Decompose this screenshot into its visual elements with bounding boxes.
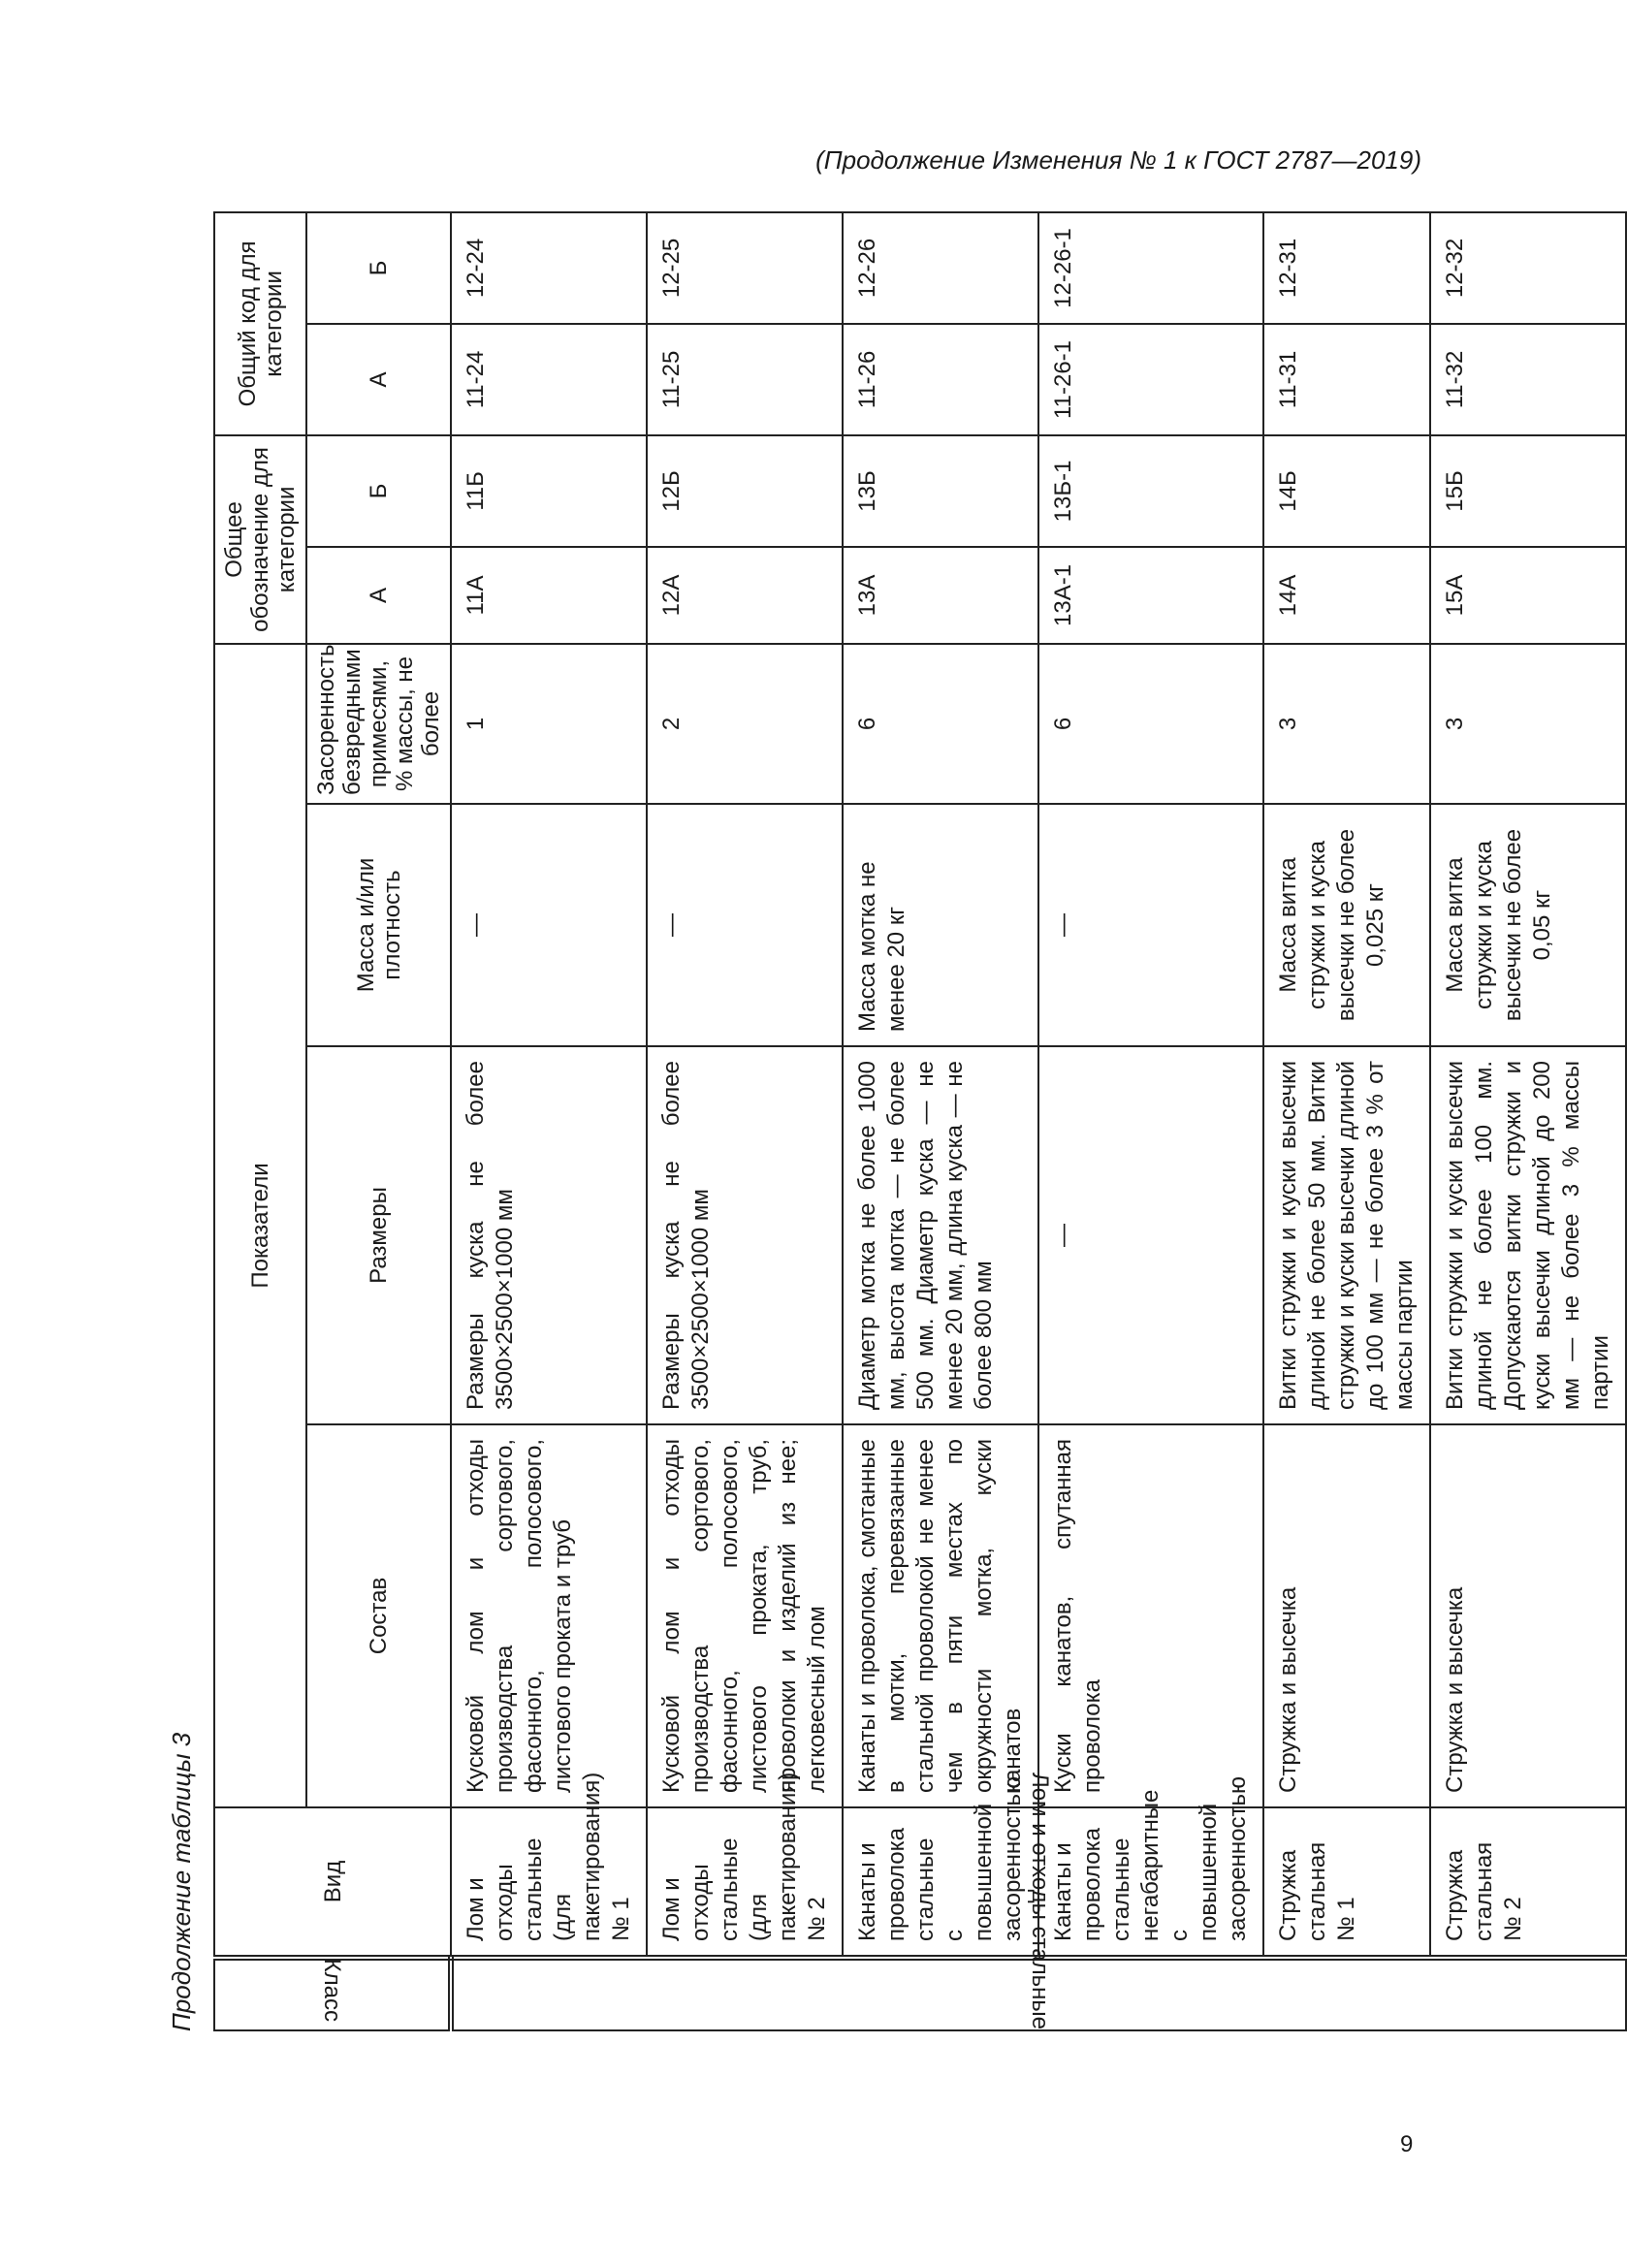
rotated-table-block	[155, 213, 1613, 2031]
document-header: (Продолжение Изменения № 1 к ГОСТ 2787—2019)	[815, 145, 1421, 175]
cell-vid: Лом и отходы стальные (для пакетирования) № 2	[647, 1807, 843, 1958]
cell-zasorennost: 1	[451, 644, 647, 804]
header-sostav: Состав	[306, 1424, 451, 1807]
cell-oboz-b: 11Б	[451, 435, 647, 547]
page-number: 9	[1400, 2131, 1414, 2157]
cell-kod-a: 11-32	[1430, 324, 1626, 435]
cell-oboz-a: 11А	[451, 547, 647, 644]
cell-sostav: Канаты и проволока, смотанные в мотки, перевязанные стальной проволокой не менее чем в пяти местах по окружности мотка, куски канатов	[843, 1424, 1038, 1807]
cell-razmery: Размеры куска не более 3500×2500×1000 мм	[647, 1046, 843, 1424]
header-row-1	[214, 212, 306, 2030]
cell-kod-b: 12-31	[1263, 212, 1430, 324]
cell-oboz-b: 12Б	[647, 435, 843, 547]
table-row	[1430, 212, 1626, 2030]
header-oboz-a: А	[306, 547, 451, 644]
cell-oboz-a: 12А	[647, 547, 843, 644]
cell-oboz-a: 13А	[843, 547, 1038, 644]
cell-kod-a: 11-26	[843, 324, 1038, 435]
cell-sostav: Стружка и высечка	[1263, 1424, 1430, 1807]
table-row	[647, 212, 843, 2030]
cell-oboz-a: 13А-1	[1038, 547, 1263, 644]
table-row	[1038, 212, 1263, 2030]
cell-massa: Масса витка стружки и куска высечки не более 0,05 кг	[1430, 804, 1626, 1046]
cell-razmery: Витки стружки и куски высечки длиной не более 100 мм. Допускаются витки стружки и куски высечки длиной до 200 мм — не более 3 % массы партии	[1430, 1046, 1626, 1424]
table-row	[451, 212, 647, 2030]
cell-kod-a: 11-31	[1263, 324, 1430, 435]
cell-zasorennost: 6	[843, 644, 1038, 804]
scrap-classification-table	[213, 211, 1627, 2031]
cell-kod-a: 11-26-1	[1038, 324, 1263, 435]
cell-razmery: —	[1038, 1046, 1263, 1424]
table-title: Продолжение таблицы 3	[167, 1732, 196, 2031]
cell-vid: Стружка стальная № 2	[1430, 1807, 1626, 1958]
cell-vid: Лом и отходы стальные (для пакетирования) № 1	[451, 1807, 647, 1958]
table-row	[1263, 212, 1430, 2030]
table-row	[843, 212, 1038, 2030]
cell-vid: Стружка стальная № 1	[1263, 1807, 1430, 1958]
cell-massa: Масса мотка не менее 20 кг	[843, 804, 1038, 1046]
cell-oboz-a: 15А	[1430, 547, 1626, 644]
cell-razmery: Диаметр мотка не более 1000 мм, высота мотка — не более 500 мм. Диаметр куска — не менее 20 мм, длина куска — не более 800 мм	[843, 1046, 1038, 1424]
cell-sostav: Кусковой лом и отходы производства сортового, фасонного, полосового, листового проката, труб, проволоки и изделий из нее; легковесный лом	[647, 1424, 843, 1807]
header-razmery: Размеры	[306, 1046, 451, 1424]
cell-oboz-b: 15Б	[1430, 435, 1626, 547]
cell-kod-b: 12-32	[1430, 212, 1626, 324]
header-oboz-b: Б	[306, 435, 451, 547]
class-cell: Лом и отходы стальные	[451, 1958, 1626, 2030]
cell-massa: —	[451, 804, 647, 1046]
cell-kod-b: 12-24	[451, 212, 647, 324]
cell-zasorennost: 2	[647, 644, 843, 804]
cell-zasorennost: 6	[1038, 644, 1263, 804]
header-pokazateli: Показатели	[214, 644, 306, 1807]
cell-massa: Масса витка стружки и куска высечки не более 0,025 кг	[1263, 804, 1430, 1046]
header-zasorennost: Засоренность безвредными примесями, % массы, не более	[306, 644, 451, 804]
cell-zasorennost: 3	[1263, 644, 1430, 804]
cell-kod-a: 11-24	[451, 324, 647, 435]
header-kod-a: А	[306, 324, 451, 435]
header-massa: Масса и/или плотность	[306, 804, 451, 1046]
cell-oboz-b: 13Б-1	[1038, 435, 1263, 547]
cell-sostav: Куски канатов, спутанная проволока	[1038, 1424, 1263, 1807]
cell-massa: —	[647, 804, 843, 1046]
cell-sostav: Стружка и высечка	[1430, 1424, 1626, 1807]
cell-oboz-b: 14Б	[1263, 435, 1430, 547]
cell-oboz-a: 14А	[1263, 547, 1430, 644]
cell-massa: —	[1038, 804, 1263, 1046]
cell-vid: Канаты и проволока стальные с повышенной засоренностью	[843, 1807, 1038, 1958]
cell-zasorennost: 3	[1430, 644, 1626, 804]
header-obshchiy-kod: Общий код для категории	[214, 212, 306, 435]
header-obshchee-oboznachenie: Общее обозначение для категории	[214, 435, 306, 644]
cell-oboz-b: 13Б	[843, 435, 1038, 547]
cell-kod-b: 12-26	[843, 212, 1038, 324]
cell-sostav: Кусковой лом и отходы производства сортового, фасонного, полосового, листового проката и труб	[451, 1424, 647, 1807]
header-vid: Вид	[214, 1807, 451, 1958]
header-kod-b: Б	[306, 212, 451, 324]
cell-razmery: Витки стружки и куски высечки длиной не более 50 мм. Витки стружки и куски высечки длиной до 100 мм — не более 3 % от массы партии	[1263, 1046, 1430, 1424]
cell-kod-b: 12-26-1	[1038, 212, 1263, 324]
header-klass: Класс	[214, 1958, 451, 2030]
cell-razmery: Размеры куска не более 3500×2500×1000 мм	[451, 1046, 647, 1424]
cell-kod-a: 11-25	[647, 324, 843, 435]
cell-vid: Канаты и проволока стальные негабаритные с повышенной засоренностью	[1038, 1807, 1263, 1958]
cell-kod-b: 12-25	[647, 212, 843, 324]
